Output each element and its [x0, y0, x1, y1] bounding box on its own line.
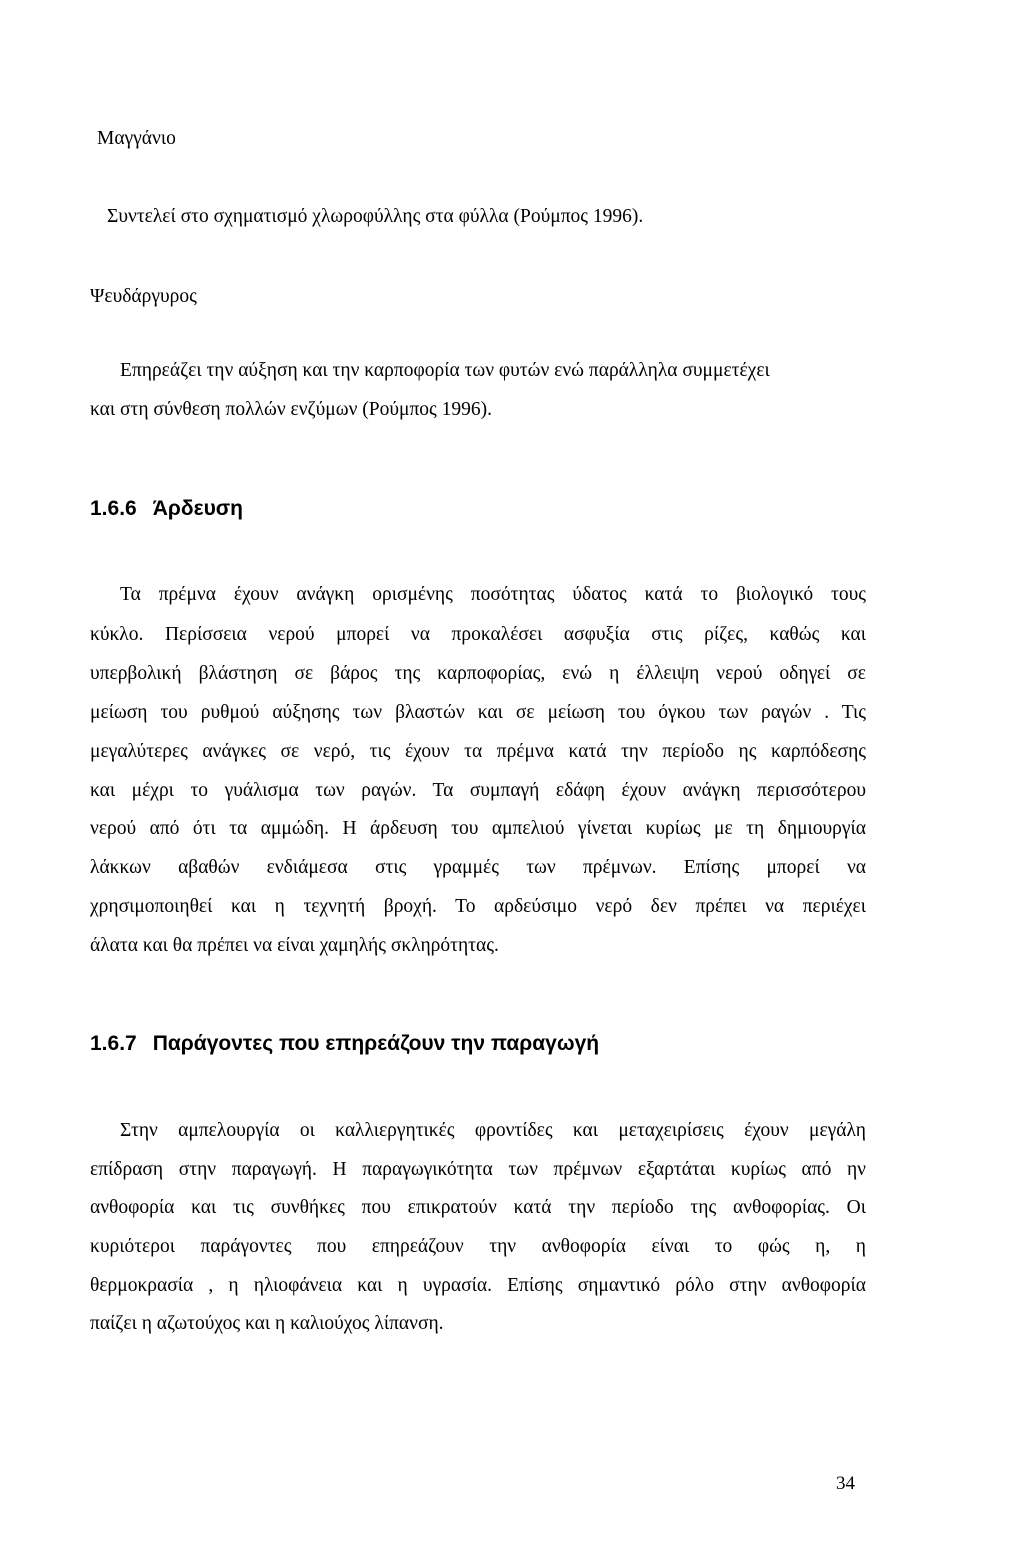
- paragraph-line: θερμοκρασία , η ηλιοφάνεια και η υγρασία. Επίσης σημαντικό ρόλο στην ανθοφορία: [90, 1275, 866, 1296]
- paragraph-line: μείωση του ρυθμού αύξησης των βλαστών και σε μείωση του όγκου των ραγών . Τις: [90, 702, 866, 723]
- page-number: 34: [836, 1473, 855, 1494]
- paragraph-line: κύκλο. Περίσσεια νερού μπορεί να προκαλέσει ασφυξία στις ρίζες, καθώς και: [90, 624, 866, 645]
- paragraph-line: Στην αμπελουργία οι καλλιεργητικές φροντίδες και μεταχειρίσεις έχουν μεγάλη: [120, 1120, 866, 1141]
- paragraph-line: ανθοφορία και τις συνθήκες που επικρατούν κατά την περίοδο της ανθοφορίας. Οι: [90, 1197, 866, 1218]
- paragraph-line: Τα πρέμνα έχουν ανάγκη ορισμένης ποσότητας ύδατος κατά το βιολογικό τους: [120, 584, 866, 605]
- paragraph-line: χρησιμοποιηθεί και η τεχνητή βροχή. Το αρδεύσιμο νερό δεν πρέπει να περιέχει: [90, 896, 866, 917]
- manganese-text: Συντελεί στο σχηματισμό χλωροφύλλης στα φύλλα (Ρούμπος 1996).: [107, 206, 644, 227]
- paragraph-line: υπερβολική βλάστηση σε βάρος της καρποφορίας, ενώ η έλλειψη νερού οδηγεί σε: [90, 663, 866, 684]
- zinc-text-line: και στη σύνθεση πολλών ενζύμων (Ρούμπος 1996).: [90, 399, 493, 420]
- zinc-text-line: Επηρεάζει την αύξηση και την καρποφορία των φυτών ενώ παράλληλα συμμετέχει: [120, 360, 770, 381]
- section-heading-production-factors: [90, 1032, 599, 1056]
- section-heading-irrigation: [90, 497, 243, 521]
- paragraph-line: νερού από ότι τα αμμώδη. Η άρδευση του αμπελιού γίνεται κυρίως με τη δημιουργία: [90, 818, 866, 839]
- paragraph-line: επίδραση στην παραγωγή. Η παραγωγικότητα των πρέμνων εξαρτάται κυρίως από ην: [90, 1159, 866, 1180]
- paragraph-line: άλατα και θα πρέπει να είναι χαμηλής σκληρότητας.: [90, 935, 499, 956]
- section-number: 1.6.7: [90, 1032, 137, 1055]
- section-number: 1.6.6: [90, 497, 137, 520]
- paragraph-line: παίζει η αζωτούχος και η καλιούχος λίπανση.: [90, 1313, 444, 1334]
- paragraph-line: κυριότεροι παράγοντες που επηρεάζουν την ανθοφορία είναι το φώς η, η: [90, 1236, 866, 1257]
- paragraph-line: και μέχρι το γυάλισμα των ραγών. Τα συμπαγή εδάφη έχουν ανάγκη περισσότερου: [90, 780, 866, 801]
- section-title: Άρδευση: [152, 497, 243, 520]
- manganese-heading: Μαγγάνιο: [97, 128, 176, 149]
- zinc-heading: Ψευδάργυρος: [90, 286, 197, 307]
- paragraph-line: λάκκων αβαθών ενδιάμεσα στις γραμμές των πρέμνων. Επίσης μπορεί να: [90, 857, 866, 878]
- section-title: Παράγοντες που επηρεάζουν την παραγωγή: [152, 1032, 600, 1055]
- paragraph-line: μεγαλύτερες ανάγκες σε νερό, τις έχουν τα πρέμνα κατά την περίοδο ης καρπόδεσης: [90, 741, 866, 762]
